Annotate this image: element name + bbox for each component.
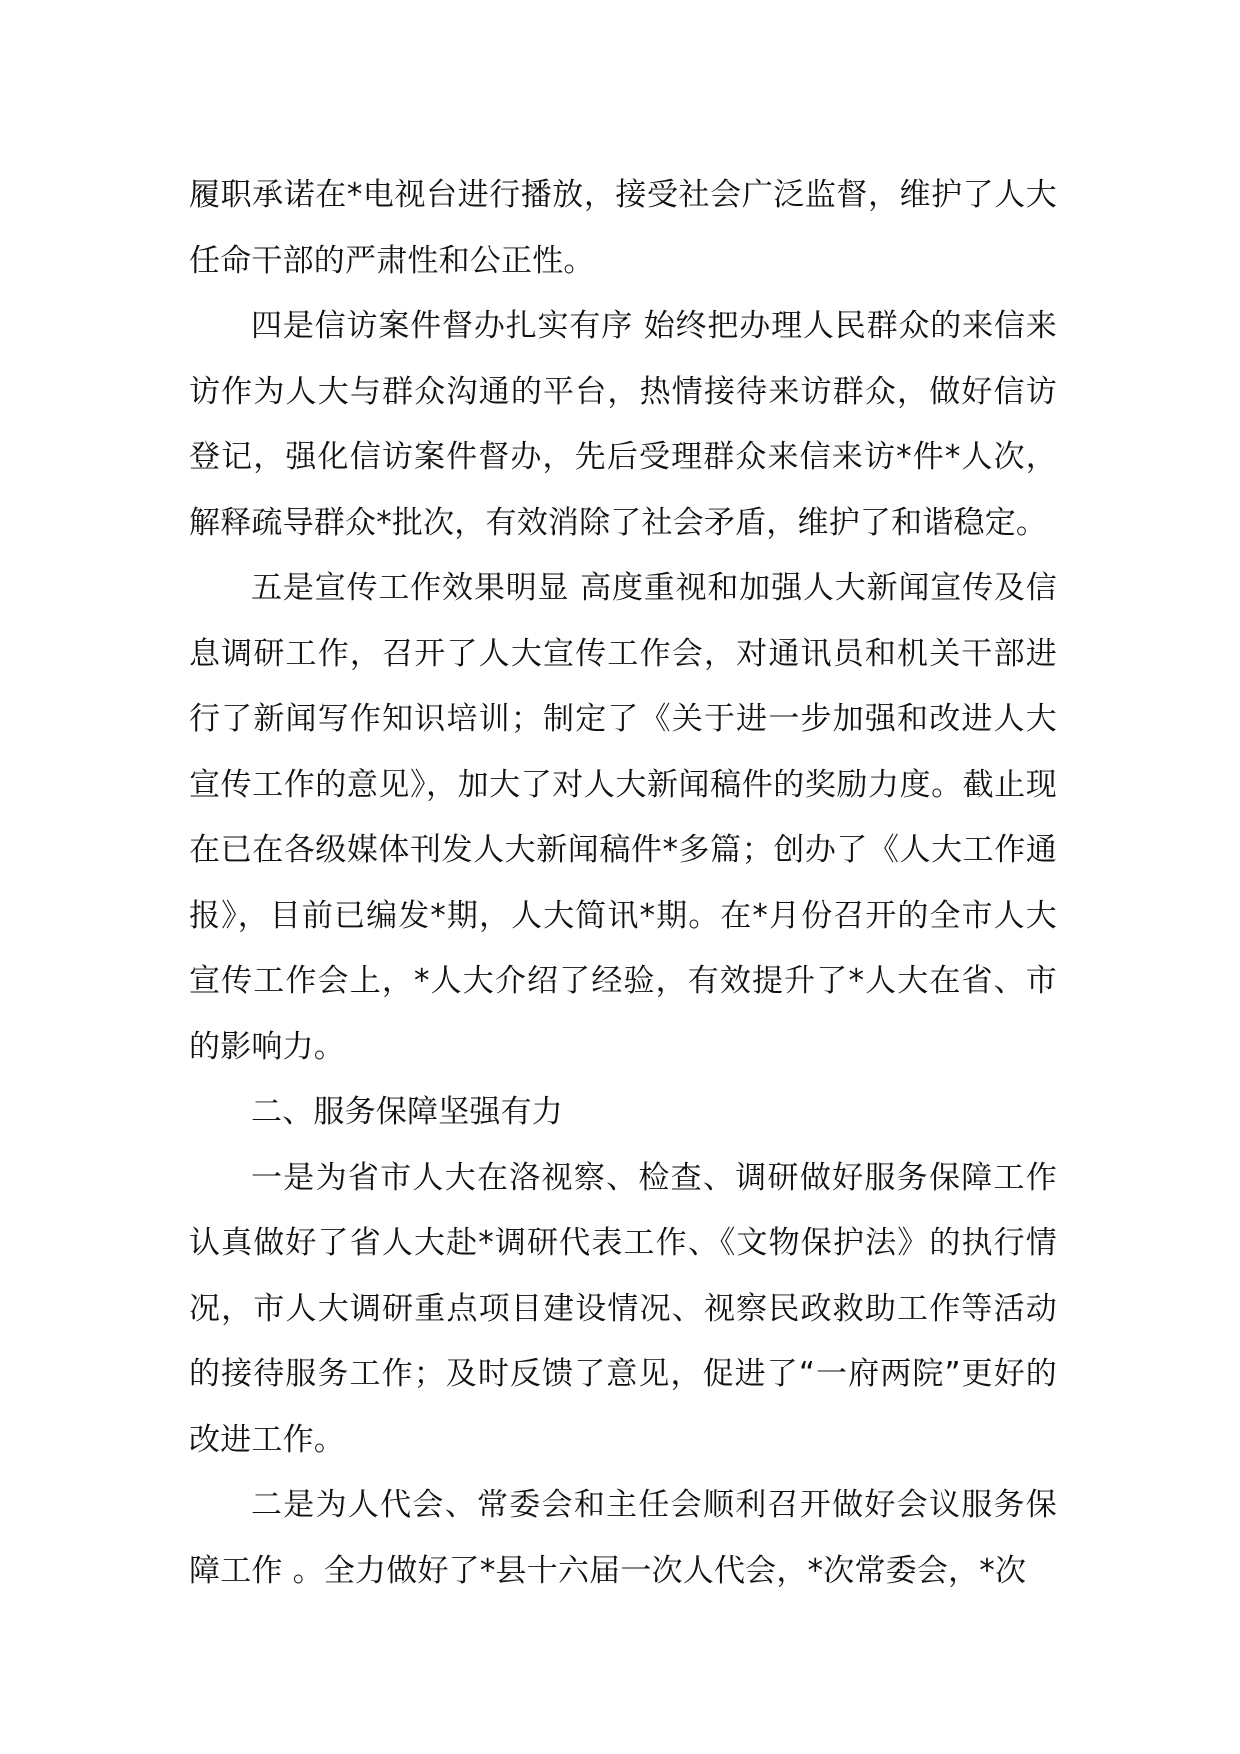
paragraph-4: 一是为省市人大在洛视察、检查、调研做好服务保障工作 认真做好了省人大赴*调研代表工作、《文物保护法》的执行情况，市人大调研重点项目建设情况、视察民政救助工作等活动的接待服务工作；及时反馈了意见，促进了“一府两院”更好的改进工作。: [189, 1159, 1057, 1458]
paragraph-3: 五是宣传工作效果明显 高度重视和加强人大新闻宣传及信息调研工作，召开了人大宣传工作会，对通讯员和机关干部进行了新闻写作知识培训；制定了《关于进一步加强和改进人大宣传工作的意见》，加大了对人大新闻稿件的奖励力度。截止现在已在各级媒体刊发人大新闻稿件*多篇；创办了《人大工作通报》，目前已编发*期，人大简讯*期。在*月份召开的全市人大宣传工作会上，*人大介绍了经验，有效提升了*人大在省、市的影响力。: [189, 570, 1057, 1065]
paragraph-2: 四是信访案件督办扎实有序 始终把办理人民群众的来信来访作为人大与群众沟通的平台，热情接待来访群众，做好信访登记，强化信访案件督办，先后受理群众来信来访*件*人次，解释疏导群众*批次，有效消除了社会矛盾，维护了和谐稳定。: [189, 308, 1057, 541]
document-body: [189, 163, 1057, 1604]
section-heading: 二、服务保障坚强有力: [251, 1094, 563, 1130]
paragraph-5: 二是为人代会、常委会和主任会顺利召开做好会议服务保障工作 。全力做好了*县十六届一次人代会，*次常委会，*次: [189, 1487, 1057, 1589]
paragraph-1: 履职承诺在*电视台进行播放，接受社会广泛监督，维护了人大任命干部的严肃性和公正性。: [189, 177, 1057, 279]
